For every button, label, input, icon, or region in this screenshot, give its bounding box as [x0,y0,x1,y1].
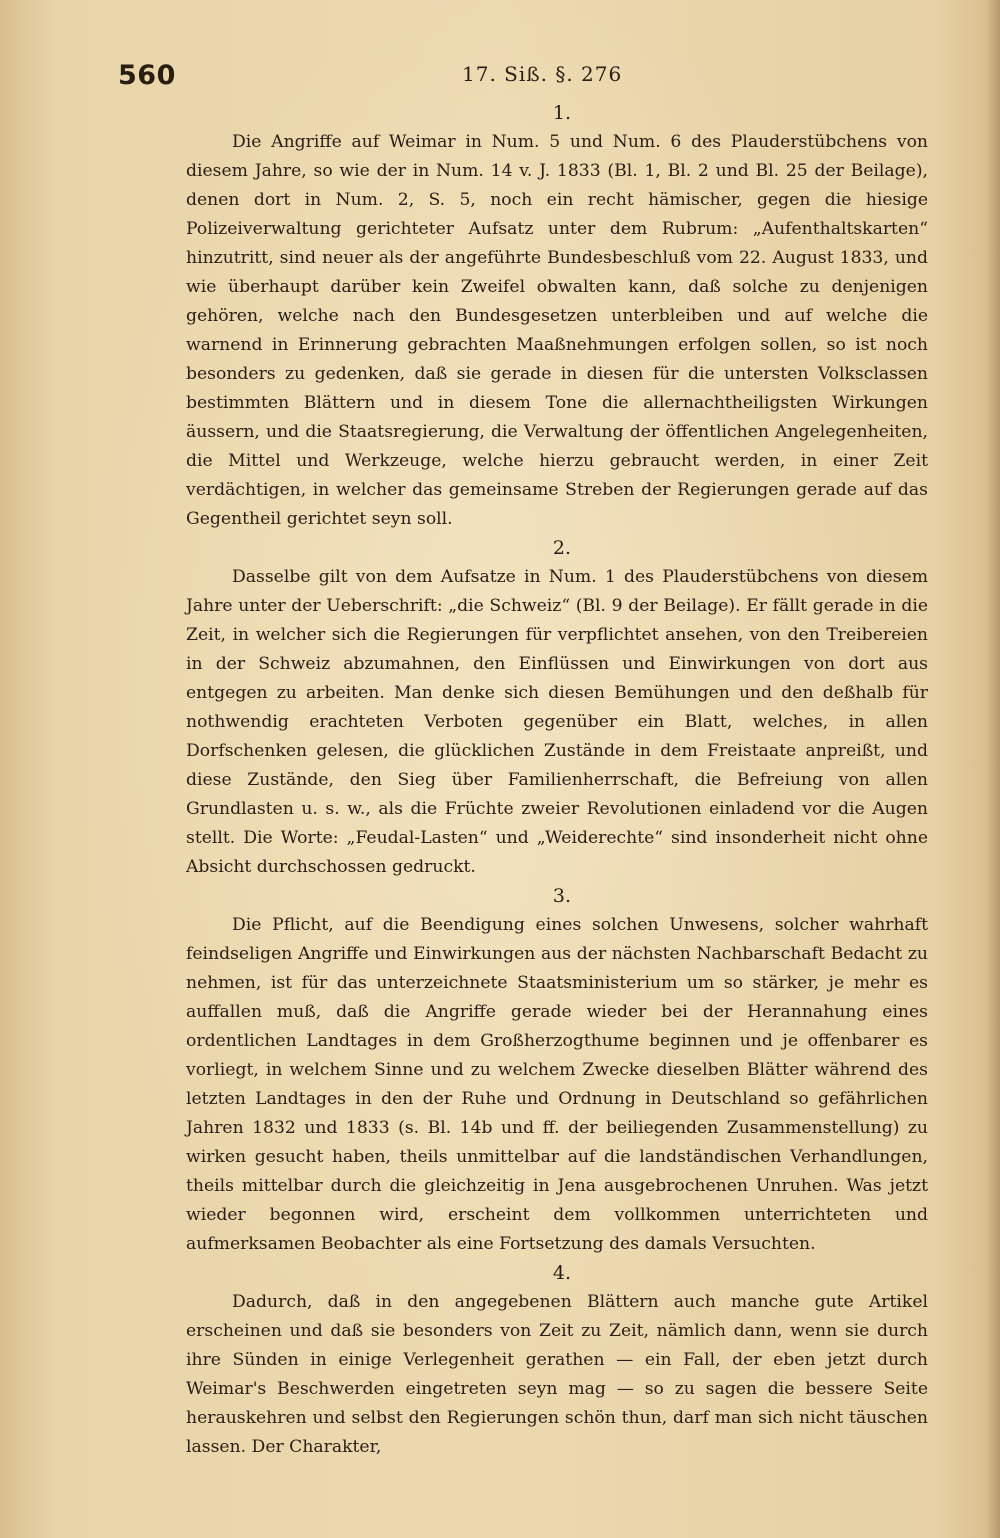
page-edge-shadow [986,0,1000,1538]
section-number: 1. [552,102,572,124]
section-number: 2. [552,537,572,559]
section-paragraph: Die Angriffe auf Weimar in Num. 5 und Num. 6 des Plauderstübchens von diesem Jahre, so wie der in Num. 14 v. J. 1833 (Bl. 1, Bl. 2 und Bl. 25 der Beilage), denen dort in Num. 2, S. 5, noch ein recht hämischer, gegen die hiesige Polizeiverwaltung gerichteter Aufsatz unter dem Rubrum: „Aufenthaltskarten“ hinzutritt, sind neuer als der angeführte Bundesbeschluß vom 22. August 1833, und wie überhaupt darüber kein Zweifel obwalten kann, daß solche zu denjenigen gehören, welche nach den Bundesgesetzen unterbleiben und auf welche die warnend in Erinnerung gebrachten Maaßnehmungen erfolgen sollen, so ist noch besonders zu gedenken, daß sie gerade in diesen für die untersten Volksclassen bestimmten Blättern und in diesem Tone die allernachtheiligsten Wirkungen äussern, und die Staatsregierung, die Verwaltung der öffentlichen Angelegenheiten, die Mittel und Werkzeuge, welche hierzu gebraucht werden, in einer Zeit verdächtigen, in welcher das gemeinsame Streben der Regierungen gerade auf das Gegentheil gerichtet seyn soll. [186,132,928,529]
section-3 [186,882,928,1259]
section-2 [186,534,928,882]
page-header [0,60,1000,100]
section-4 [186,1259,928,1462]
page-body [186,99,928,1462]
running-head: 17. Siß. §. 276 [462,62,623,86]
section-paragraph: Dasselbe gilt von dem Aufsatze in Num. 1 des Plauderstübchens von diesem Jahre unter der Ueberschrift: „die Schweiz“ (Bl. 9 der Beilage). Er fällt gerade in die Zeit, in welcher sich die Regierungen für verpflichtet ansehen, von den Treibereien in der Schweiz abzumahnen, den Einflüssen und Einwirkungen von dort aus entgegen zu arbeiten. Man denke sich diesen Bemühungen und den deßhalb für nothwendig erachteten Verboten gegenüber ein Blatt, welches, in allen Dorfschenken gelesen, die glücklichen Zustände in dem Freistaate anpreißt, und diese Zustände, den Sieg über Familienherrschaft, die Befreiung von allen Grundlasten u. s. w., als die Früchte zweier Revolutionen einladend vor die Augen stellt. Die Worte: „Feudal-Lasten“ und „Weiderechte“ sind insonderheit nicht ohne Absicht durchschossen gedruckt. [186,567,928,877]
section-paragraph: Dadurch, daß in den angegebenen Blättern auch manche gute Artikel erscheinen und daß sie besonders von Zeit zu Zeit, nämlich dann, wenn sie durch ihre Sünden in einige Verlegenheit gerathen — ein Fall, der eben jetzt durch Weimar's Beschwerden eingetreten seyn mag — so zu sagen die bessere Seite herauskehren und selbst den Regierungen schön thun, darf man sich nicht täuschen lassen. Der Charakter, [186,1292,928,1457]
section-1 [186,99,928,534]
section-number: 4. [552,1262,572,1284]
section-paragraph: Die Pflicht, auf die Beendigung eines solchen Unwesens, solcher wahrhaft feindseligen Angriffe und Einwirkungen aus der nächsten Nachbarschaft Bedacht zu nehmen, ist für das unterzeichnete Staatsministerium um so stärker, je mehr es auffallen muß, daß die Angriffe gerade wieder bei der Herannahung eines ordentlichen Landtages in dem Großherzogthume beginnen und je offenbarer es vorliegt, in welchem Sinne und zu welchem Zwecke dieselben Blätter während des letzten Landtages in den der Ruhe und Ordnung in Deutschland so gefährlichen Jahren 1832 und 1833 (s. Bl. 14b und ff. der beiliegenden Zusammenstellung) zu wirken gesucht haben, theils unmittelbar auf die landständischen Verhandlungen, theils mittelbar durch die gleichzeitig in Jena ausgebrochenen Unruhen. Was jetzt wieder begonnen wird, erscheint dem vollkommen unterrichteten und aufmerksamen Beobachter als eine Fortsetzung des damals Versuchten. [186,915,928,1254]
section-number: 3. [552,885,572,907]
page-number: 560 [118,60,176,91]
